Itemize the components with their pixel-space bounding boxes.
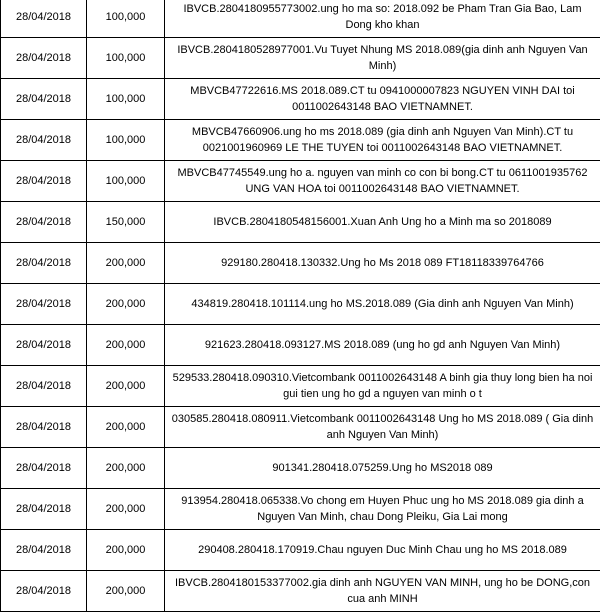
table-row (1, 284, 600, 325)
table-body (1, 0, 600, 612)
date-cell: 28/04/2018 (1, 325, 87, 366)
amount-cell: 200,000 (87, 366, 165, 407)
description-cell: 921623.280418.093127.MS 2018.089 (ung ho gd anh Nguyen Van Minh) (165, 325, 600, 366)
description-cell: 913954.280418.065338.Vo chong em Huyen Phuc ung ho MS 2018.089 gia dinh a Nguyen Van Minh, chau Dong Pleiku, Gia Lai mong (165, 489, 600, 530)
table-row (1, 79, 600, 120)
amount-cell: 200,000 (87, 530, 165, 571)
description-cell: IBVCB.2804180153377002.gia dinh anh NGUYEN VAN MINH, ung ho be DONG,con cua anh MINH (165, 571, 600, 612)
description-cell: MBVCB47745549.ung ho a. nguyen van minh co con bi bong.CT tu 0611001935762 UNG VAN HOA toi 0011002643148 BAO VIETNAMNET. (165, 161, 600, 202)
description-cell: IBVCB.2804180955773002.ung ho ma so: 2018.092 be Pham Tran Gia Bao, Lam Dong kho khan (165, 0, 600, 38)
amount-cell: 100,000 (87, 0, 165, 38)
date-cell: 28/04/2018 (1, 284, 87, 325)
amount-cell: 200,000 (87, 448, 165, 489)
description-cell: 929180.280418.130332.Ung ho Ms 2018 089 FT18118339764766 (165, 243, 600, 284)
date-cell: 28/04/2018 (1, 489, 87, 530)
table-row (1, 243, 600, 284)
description-cell: 434819.280418.101114.ung ho MS.2018.089 (Gia dinh anh Nguyen Van Minh) (165, 284, 600, 325)
amount-cell: 100,000 (87, 79, 165, 120)
description-cell: 290408.280418.170919.Chau nguyen Duc Minh Chau ung ho MS 2018.089 (165, 530, 600, 571)
table-row (1, 530, 600, 571)
table-row (1, 489, 600, 530)
date-cell: 28/04/2018 (1, 38, 87, 79)
table-row (1, 448, 600, 489)
date-cell: 28/04/2018 (1, 202, 87, 243)
amount-cell: 150,000 (87, 202, 165, 243)
amount-cell: 200,000 (87, 243, 165, 284)
date-cell: 28/04/2018 (1, 161, 87, 202)
table-row (1, 0, 600, 38)
description-cell: 901341.280418.075259.Ung ho MS2018 089 (165, 448, 600, 489)
table-row (1, 325, 600, 366)
description-cell: 030585.280418.080911.Vietcombank 0011002643148 Ung ho MS 2018.089 ( Gia dinh anh Nguyen Van Minh) (165, 407, 600, 448)
amount-cell: 100,000 (87, 120, 165, 161)
amount-cell: 100,000 (87, 161, 165, 202)
date-cell: 28/04/2018 (1, 366, 87, 407)
amount-cell: 200,000 (87, 571, 165, 612)
amount-cell: 200,000 (87, 325, 165, 366)
date-cell: 28/04/2018 (1, 407, 87, 448)
table-row (1, 161, 600, 202)
date-cell: 28/04/2018 (1, 120, 87, 161)
date-cell: 28/04/2018 (1, 0, 87, 38)
table-row (1, 366, 600, 407)
amount-cell: 200,000 (87, 407, 165, 448)
table-row (1, 120, 600, 161)
amount-cell: 200,000 (87, 284, 165, 325)
description-cell: IBVCB.2804180528977001.Vu Tuyet Nhung MS 2018.089(gia dinh anh Nguyen Van Minh) (165, 38, 600, 79)
date-cell: 28/04/2018 (1, 243, 87, 284)
date-cell: 28/04/2018 (1, 79, 87, 120)
description-cell: IBVCB.2804180548156001.Xuan Anh Ung ho a Minh ma so 2018089 (165, 202, 600, 243)
description-cell: MBVCB47660906.ung ho ms 2018.089 (gia dinh anh Nguyen Van Minh).CT tu 0021001960969 LE THE TUYEN toi 0011002643148 BAO VIETNAMNET. (165, 120, 600, 161)
description-cell: 529533.280418.090310.Vietcombank 0011002643148 A binh gia thuy long bien ha noi gui tien ung ho gd a nguyen van minh o t (165, 366, 600, 407)
table-row (1, 38, 600, 79)
date-cell: 28/04/2018 (1, 571, 87, 612)
table-row (1, 202, 600, 243)
amount-cell: 200,000 (87, 489, 165, 530)
date-cell: 28/04/2018 (1, 530, 87, 571)
table-row (1, 407, 600, 448)
table-row (1, 571, 600, 612)
date-cell: 28/04/2018 (1, 448, 87, 489)
amount-cell: 100,000 (87, 38, 165, 79)
description-cell: MBVCB47722616.MS 2018.089.CT tu 0941000007823 NGUYEN VINH DAI toi 0011002643148 BAO VIETNAMNET. (165, 79, 600, 120)
